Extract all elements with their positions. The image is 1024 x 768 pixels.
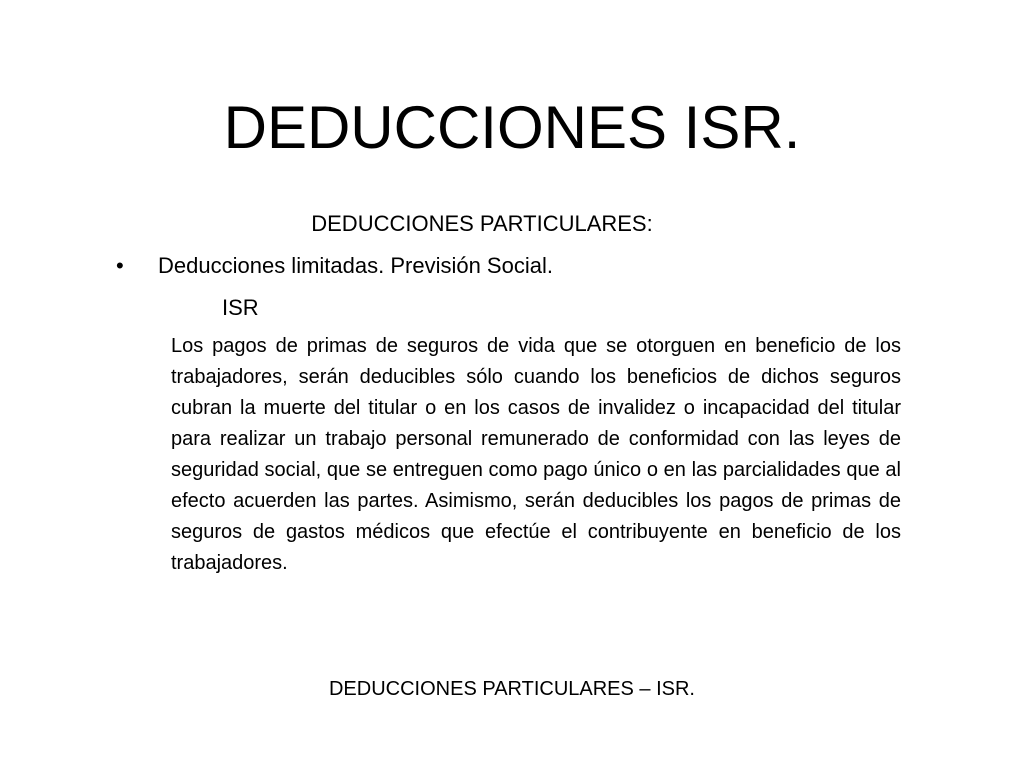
section-subheading: DEDUCCIONES PARTICULARES:: [311, 211, 653, 236]
bullet-item: [116, 251, 916, 281]
bullet-marker: •: [116, 253, 124, 278]
body-paragraph: Los pagos de primas de seguros de vida que se otorguen en beneficio de los trabajadores, serán deducibles sólo cuando los beneficios de dichos seguros cubran la muerte del titular o en los casos de invalidez o incapacidad del titular para realizar un trabajo personal remunerado de conformidad con las leyes de seguridad social, que se entreguen como pago único o en las parcialidades que al efecto acuerden las partes. Asimismo, serán deducibles los pagos de primas de seguros de gastos médicos que efectúe el contribuyente en beneficio de los trabajadores.: [171, 335, 901, 574]
slide-title: DEDUCCIONES ISR.: [223, 94, 801, 161]
bullet-text: Deducciones limitadas. Previsión Social.: [158, 253, 553, 278]
slide-footer: DEDUCCIONES PARTICULARES – ISR.: [328, 678, 695, 700]
sub-label: ISR: [222, 295, 259, 320]
